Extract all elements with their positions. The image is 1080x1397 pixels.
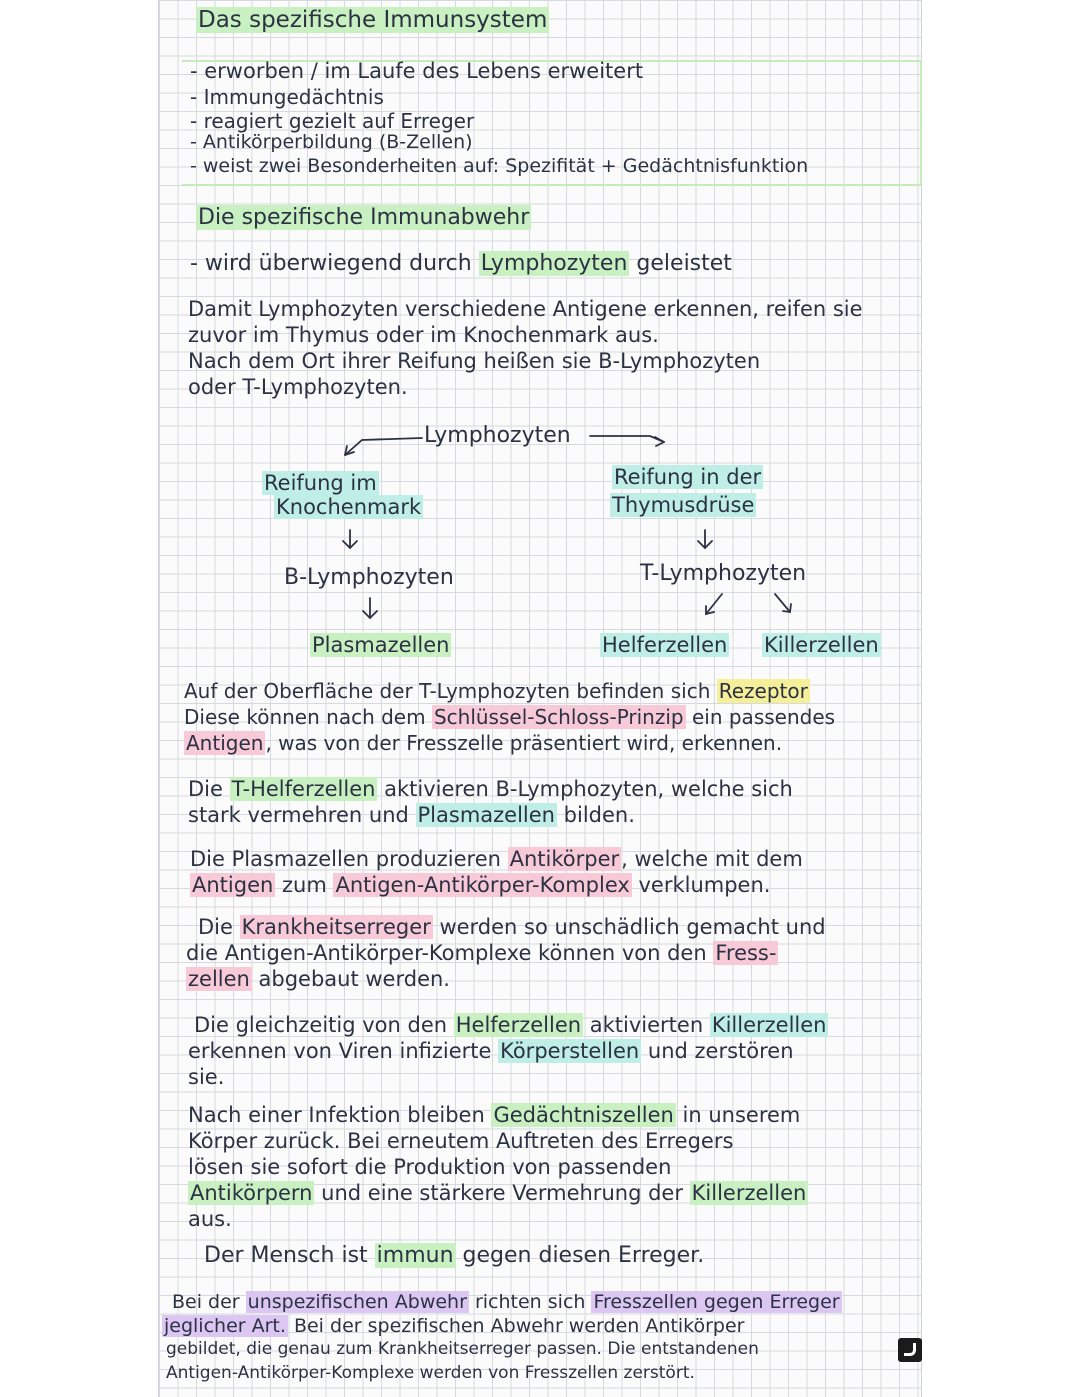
trait-4: - Antikörperbildung (B-Zellen) bbox=[190, 131, 473, 153]
diagram-right-stage-2: Thymusdrüse bbox=[612, 493, 755, 517]
memory-line-3: lösen sie sofort die Produktion von passenden bbox=[188, 1155, 672, 1179]
trait-2: - Immungedächtnis bbox=[190, 85, 384, 109]
heading: Das spezifische Immunsystem bbox=[198, 7, 548, 33]
summary-line-3: gebildet, die genau zum Krankheitserreger passen. Die entstandenen bbox=[166, 1339, 759, 1359]
diagram-left-stage-1: Reifung im bbox=[264, 471, 377, 495]
memory-line-4: Antikörpern und eine stärkere Vermehrung der Killerzellen bbox=[190, 1181, 807, 1205]
diagram-left-cell: Plasmazellen bbox=[312, 633, 450, 657]
pathogen-line-3: zellen abgebaut werden. bbox=[188, 967, 450, 991]
trait-5: - weist zwei Besonderheiten auf: Spezifität + Gedächtnisfunktion bbox=[190, 155, 809, 177]
receptor-line-3: Antigen , was von der Fresszelle präsentiert wird, erkennen. bbox=[186, 731, 783, 755]
summary-line-1: Bei der unspezifischen Abwehr richten sich Fresszellen gegen Erreger bbox=[172, 1291, 840, 1313]
lymph-line: - wird überwiegend durch Lymphozyten geleistet bbox=[190, 251, 732, 276]
killer-line-3: sie. bbox=[188, 1065, 225, 1089]
immune-line: Der Mensch ist immun gegen diesen Erreger. bbox=[204, 1243, 705, 1268]
memory-line-5: aus. bbox=[188, 1207, 232, 1231]
maturation-line-1: Damit Lymphozyten verschiedene Antigene erkennen, reifen sie bbox=[188, 297, 863, 321]
receptor-line-2: Diese können nach dem Schlüssel-Schloss-Prinzip ein passendes bbox=[184, 705, 836, 729]
diagram-right-type: T-Lymphozyten bbox=[640, 561, 807, 586]
maturation-line-2: zuvor im Thymus oder im Knochenmark aus. bbox=[188, 323, 659, 347]
summary-line-2: jeglicher Art. Bei der spezifischen Abwehr werden Antikörper bbox=[164, 1315, 745, 1337]
diagram-right-cell-1: Helferzellen bbox=[602, 633, 728, 657]
diagram-left-stage-2: Knochenmark bbox=[276, 495, 422, 519]
corner-logo-icon bbox=[898, 1338, 922, 1362]
trait-1: - erworben / im Laufe des Lebens erweitert bbox=[190, 59, 644, 83]
diagram-right-stage-1: Reifung in der bbox=[614, 465, 762, 489]
helper-line-2: stark vermehren und Plasmazellen bilden. bbox=[188, 803, 635, 827]
trait-3: - reagiert gezielt auf Erreger bbox=[190, 109, 475, 133]
killer-line-1: Die gleichzeitig von den Helferzellen aktivierten Killerzellen bbox=[194, 1013, 827, 1037]
diagram-root: Lymphozyten bbox=[424, 423, 571, 448]
diagram-right-cell-2: Killerzellen bbox=[764, 633, 879, 657]
memory-line-1: Nach einer Infektion bleiben Gedächtniszellen in unserem bbox=[188, 1103, 801, 1127]
maturation-line-4: oder T-Lymphozyten. bbox=[188, 375, 408, 399]
subheading: Die spezifische Immunabwehr bbox=[198, 205, 530, 230]
helper-line-1: Die T-Helferzellen aktivieren B-Lymphozyten, welche sich bbox=[188, 777, 793, 801]
receptor-line-1: Auf der Oberfläche der T-Lymphozyten befinden sich Rezeptor bbox=[184, 679, 808, 703]
pathogen-line-2: die Antigen-Antikörper-Komplexe können von den Fress- bbox=[186, 941, 777, 965]
pathogen-line-1: Die Krankheitserreger werden so unschädlich gemacht und bbox=[198, 915, 826, 939]
diagram-left-type: B-Lymphozyten bbox=[284, 565, 454, 590]
memory-line-2: Körper zurück. Bei erneutem Auftreten des Erregers bbox=[188, 1129, 734, 1153]
plasma-line-1: Die Plasmazellen produzieren Antikörper, welche mit dem bbox=[190, 847, 803, 871]
plasma-line-2: Antigen zum Antigen-Antikörper-Komplex verklumpen. bbox=[192, 873, 771, 897]
killer-line-2: erkennen von Viren infizierte Körperstellen und zerstören bbox=[188, 1039, 794, 1063]
summary-line-4: Antigen-Antikörper-Komplexe werden von Fresszellen zerstört. bbox=[166, 1363, 695, 1383]
maturation-line-3: Nach dem Ort ihrer Reifung heißen sie B-Lymphozyten bbox=[188, 349, 761, 373]
